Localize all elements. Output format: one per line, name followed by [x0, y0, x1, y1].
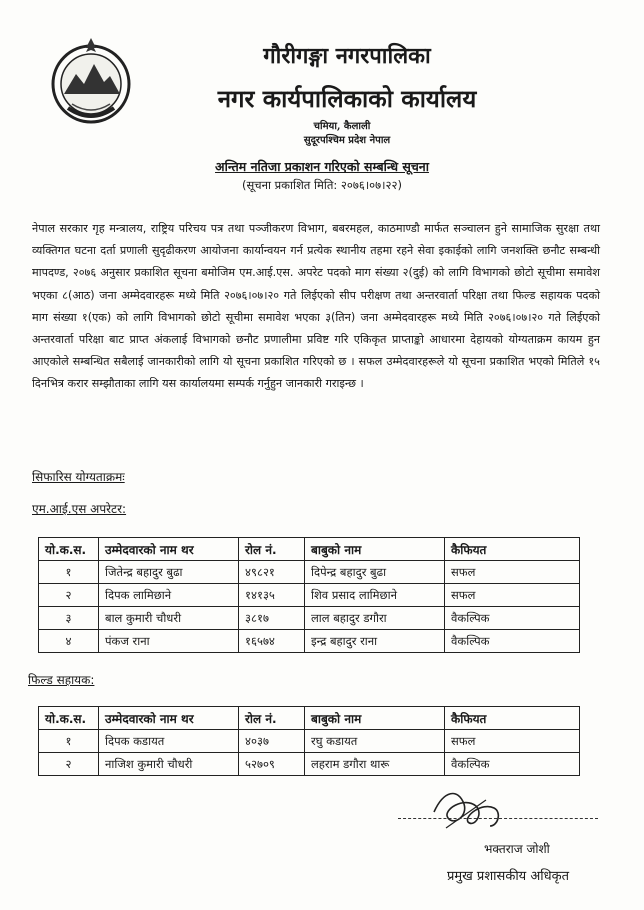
- remarks-cell: वैकल्पिक: [445, 630, 580, 653]
- col-father-name: बाबुको नाम: [305, 707, 445, 730]
- serial-cell: १: [39, 561, 99, 584]
- office-location: चमिया, कैलाली: [313, 121, 371, 132]
- father-cell: लाल बहादुर डगौरा: [305, 607, 445, 630]
- candidate-cell: बाल कुमारी चौधरी: [99, 607, 239, 630]
- col-roll-no: रोल नं.: [239, 707, 305, 730]
- office-name: नगर कार्यपालिकाको कार्यालय: [217, 84, 477, 113]
- serial-cell: २: [39, 584, 99, 607]
- table-row: [39, 561, 580, 584]
- signature-line: [398, 818, 598, 819]
- remarks-cell: वैकल्पिक: [445, 753, 580, 776]
- father-cell: इन्द्र बहादुर राना: [305, 630, 445, 653]
- candidate-cell: दिपक लामिछाने: [99, 584, 239, 607]
- col-remarks: कैफियत: [445, 707, 580, 730]
- recommendation-heading: सिफारिस योग्यताक्रमः: [32, 470, 125, 484]
- col-remarks: कैफियत: [445, 538, 580, 561]
- notice-title: अन्तिम नतिजा प्रकाशन गरिएको सम्बन्धि सूचना: [215, 159, 429, 174]
- roll-cell: १६५७४: [239, 630, 305, 653]
- serial-cell: ३: [39, 607, 99, 630]
- table-row: [39, 607, 580, 630]
- col-serial: यो.क.स.: [39, 538, 99, 561]
- table-row: [39, 584, 580, 607]
- table-header-row: [39, 707, 580, 730]
- table-header-row: [39, 538, 580, 561]
- table-row: [39, 730, 580, 753]
- father-cell: शिव प्रसाद लामिछाने: [305, 584, 445, 607]
- roll-cell: ५२७०९: [239, 753, 305, 776]
- remarks-cell: सफल: [445, 730, 580, 753]
- province-name: सुदूरपश्चिम प्रदेश नेपाल: [303, 135, 391, 146]
- remarks-cell: सफल: [445, 584, 580, 607]
- candidate-cell: जितेन्द्र बहादुर बुढा: [99, 561, 239, 584]
- mis-operator-heading: एम.आई.एस अपरेटर:: [32, 502, 127, 516]
- candidate-cell: नाजिश कुमारी चौधरी: [99, 753, 239, 776]
- roll-cell: १४१३५: [239, 584, 305, 607]
- roll-cell: ४९८२१: [239, 561, 305, 584]
- candidate-cell: दिपक कडायत: [99, 730, 239, 753]
- remarks-cell: वैकल्पिक: [445, 607, 580, 630]
- table-row: [39, 753, 580, 776]
- father-cell: लहराम डगौरा थारू: [305, 753, 445, 776]
- notice-body: नेपाल सरकार गृह मन्त्रालय, राष्ट्रिय परिचय पत्र तथा पञ्जीकरण विभाग, बबरमहल, काठमाण्डौ मार्फत सञ्चालन हुने सामाजिक सुरक्षा तथा व्यक्तिगत घटना दर्ता प्रणाली सुदृढीकरण आयोजना कार्यान्वयन गर्न प्रत्येक स्थानीय तहमा रहने सेवा इकाईको लागि जनशक्ति छनौट सम्बन्धी मापदण्ड, २०७६ अनुसार प्रकाशित सूचना बमोजिम एम.आई.एस. अपरेट पदको माग संख्या २(दुई) को लागि विभागको छोटो सूचीमा समावेश भएका ८(आठ) जना अम्मेदवारहरू मध्ये मिति २०७६।०७।२० गते लिईएको सीप परीक्षण तथा अन्तरवार्ता परिक्षा तथा फिल्ड सहायक पदको माग संख्या १(एक) को लागि विभागको छोटो सूचीमा समावेश भएका ३(तिन) जना अम्मेदवारहरू मध्ये मिति २०७६।०७।२० गते लिईएको अन्तरवार्ता परिक्षा बाट प्राप्त अंकलाई विभागको छनौट प्रणालीमा प्रविष्ट गरि एकिकृत प्राप्ताङ्को आधारमा देहायको योग्यताक्रम कायम हुन आएकोले सम्बन्धित सबैलाई जानकारीको लागि यो सूचना प्रकाशित गरिएको छ । सफल उम्मेदवारहरूले यो सूचना प्रकाशित भएको मितिले १५ दिनभित्र करार सम्झौताका लागि यस कार्यालयमा सम्पर्क गर्नुहुन जानकारी गराइन्छ ।: [32, 222, 600, 391]
- col-serial: यो.क.स.: [39, 707, 99, 730]
- mis-results-table: [38, 537, 580, 653]
- col-roll-no: रोल नं.: [239, 538, 305, 561]
- notice-date: (सूचना प्रकाशित मिति: २०७६।०७।२२): [242, 178, 402, 192]
- serial-cell: २: [39, 753, 99, 776]
- col-candidate-name: उम्मेदवारको नाम थर: [99, 538, 239, 561]
- col-father-name: बाबुको नाम: [305, 538, 445, 561]
- remarks-cell: सफल: [445, 561, 580, 584]
- signatory-title: प्रमुख प्रशासकीय अधिकृत: [447, 869, 570, 884]
- father-cell: दिपेन्द्र बहादुर बुढा: [305, 561, 445, 584]
- roll-cell: ४०३७: [239, 730, 305, 753]
- signature-mark: [424, 782, 516, 838]
- table-row: [39, 630, 580, 653]
- serial-cell: ४: [39, 630, 99, 653]
- candidate-cell: पंकज राना: [99, 630, 239, 653]
- roll-cell: ३८१७: [239, 607, 305, 630]
- field-results-table: [38, 706, 580, 776]
- serial-cell: १: [39, 730, 99, 753]
- col-candidate-name: उम्मेदवारको नाम थर: [99, 707, 239, 730]
- municipality-name: गौरीगङ्गा नगरपालिका: [263, 43, 431, 69]
- field-assistant-heading: फिल्ड सहायक:: [28, 673, 95, 687]
- father-cell: रघु कडायत: [305, 730, 445, 753]
- signatory-name: भक्तराज जोशी: [484, 842, 550, 856]
